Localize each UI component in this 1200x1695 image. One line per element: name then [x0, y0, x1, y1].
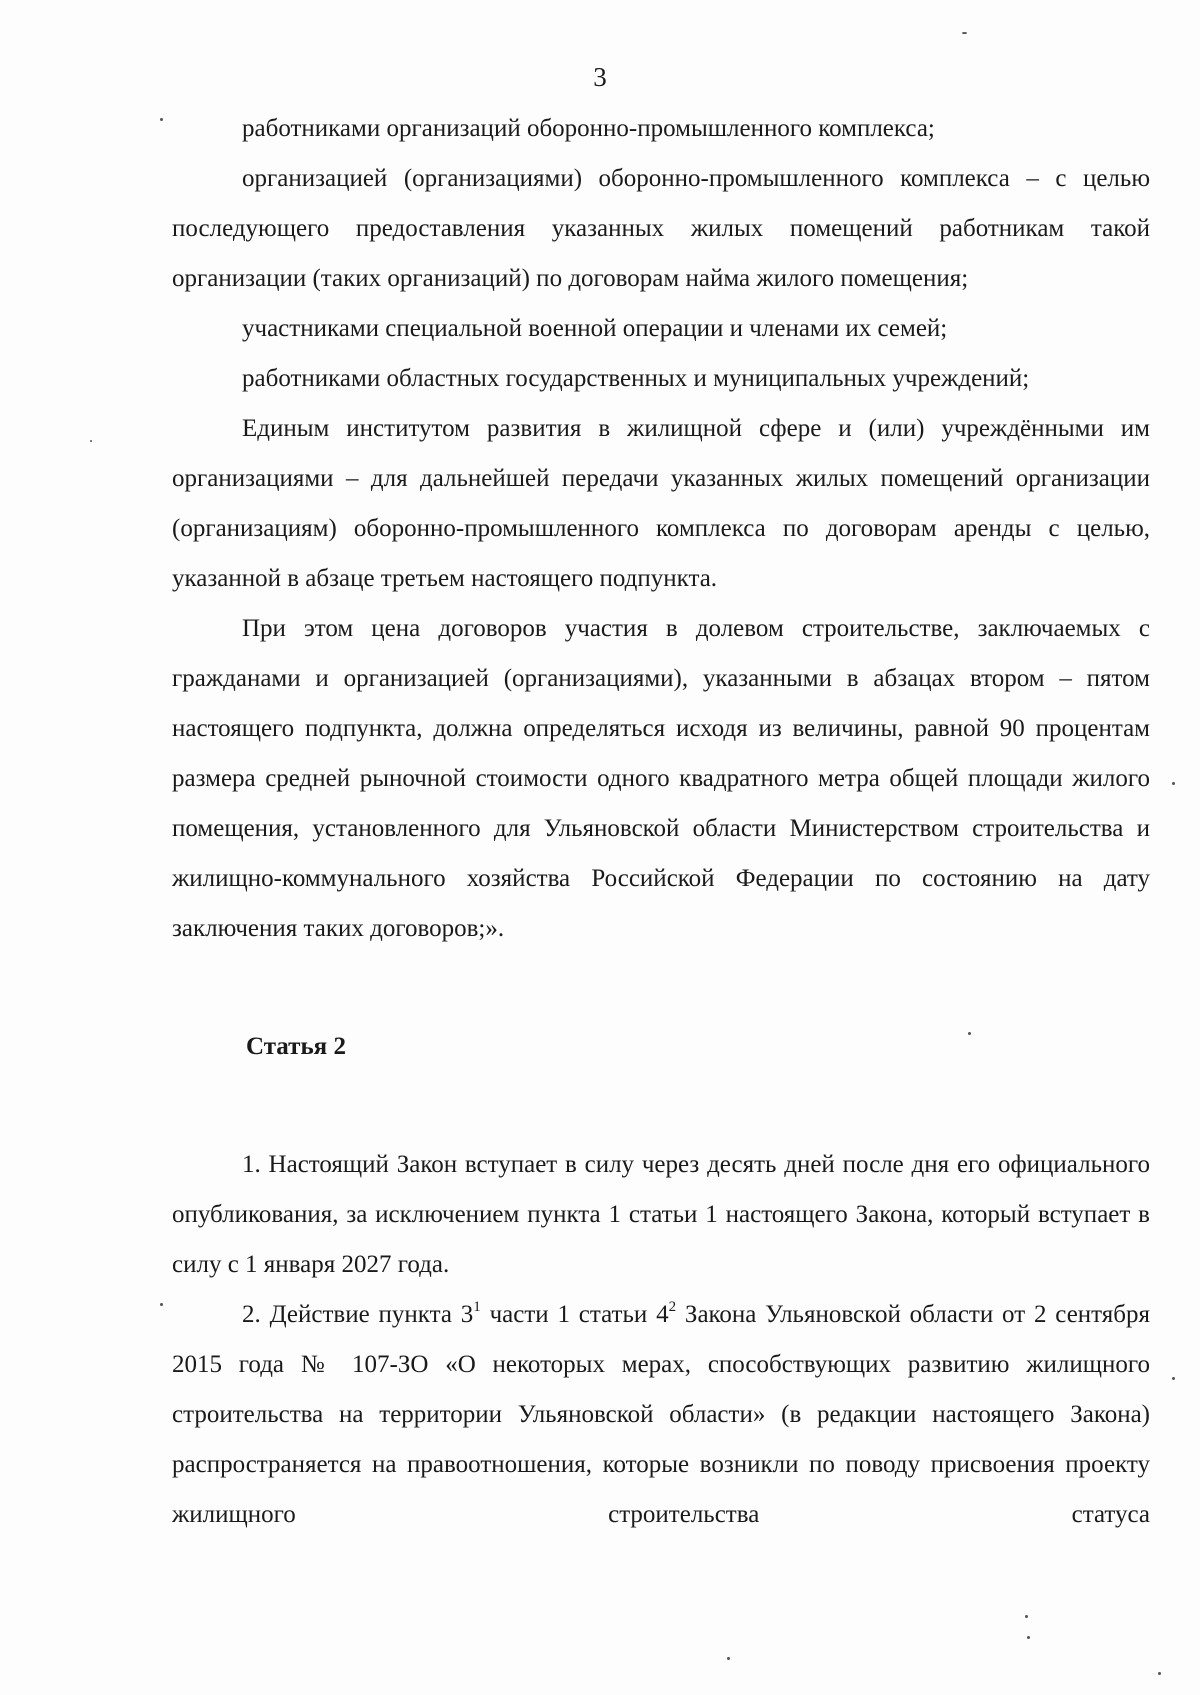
paragraph-contract-price: При этом цена договоров участия в долевом строительстве, заключаемых с гражданами и организацией (организациями), указанными в абзацах втором – пятом настоящего подпункта, должна определяться исходя из величины, равной 90 процентам размера средней рыночной стоимости одного квадратного метра общей площади жилого помещения, установленного для Ульяновской области Министерством строительства и жилищно-коммунального хозяйства Российской Федерации по состоянию на дату заключения таких договоров;». — [172, 615, 1150, 942]
article-item-2-text-b: части 1 статьи 4 — [480, 1301, 669, 1328]
scan-speck — [1172, 1377, 1175, 1380]
page-number: 3 — [593, 62, 607, 92]
superscript-2: 2 — [668, 1299, 677, 1315]
article-item-1: 1. Настоящий Закон вступает в силу через десять дней после дня его официального опубликования, за исключением пункта 1 статьи 1 настоящего Закона, который вступает в силу с 1 января 2027 года. — [172, 1151, 1150, 1278]
paragraph-development-institute: Единым институтом развития в жилищной сфере и (или) учреждёнными им организациями – для дальнейшей передачи указанных жилых помещений организации (организациям) оборонно-промышленного комплекса по договорам аренды с целью, указанной в абзаце третьем настоящего подпункта. — [172, 415, 1150, 592]
paragraph-svo-participants: участниками специальной военной операции и членами их семей; — [242, 315, 948, 342]
scan-speck — [968, 1032, 971, 1035]
paragraph-organization-opk: организацией (организациями) оборонно-промышленного комплекса – с целью последующего предоставления указанных жилых помещений работникам такой организации (таких организаций) по договорам найма жилого помещения; — [172, 165, 1150, 292]
scan-speck — [962, 32, 967, 34]
article-item-2 — [172, 1290, 1150, 1540]
superscript-1: 1 — [473, 1299, 481, 1315]
paragraph-workers-opk: работниками организаций оборонно-промышленного комплекса; — [242, 115, 935, 142]
scan-speck — [727, 1657, 730, 1660]
scan-speck — [1158, 1672, 1161, 1675]
paragraph-state-institution-workers: работниками областных государственных и муниципальных учреждений; — [242, 365, 1030, 392]
article-heading: Статья 2 — [246, 1033, 346, 1060]
scan-speck — [1172, 782, 1175, 785]
article-item-2-text-a: 2. Действие пункта 3 — [242, 1301, 474, 1328]
scan-speck — [90, 440, 92, 442]
article-item-2-text-c: Закона Ульяновской области от 2 сентября 2015 года № 107-ЗО «О некоторых мерах, способствующих развитию жилищного строительства на территории Ульяновской области» (в редакции настоящего Закона) распространяется на правоотношения, которые возникли по поводу присвоения проекту жилищного строительства статуса — [172, 1301, 1150, 1528]
scan-speck — [160, 118, 163, 121]
scan-speck — [1027, 1636, 1030, 1639]
spacer — [172, 954, 1150, 1022]
document-body — [172, 104, 1150, 1540]
spacer — [172, 1072, 1150, 1140]
scan-speck — [160, 1303, 163, 1306]
scan-speck — [1025, 1615, 1028, 1618]
